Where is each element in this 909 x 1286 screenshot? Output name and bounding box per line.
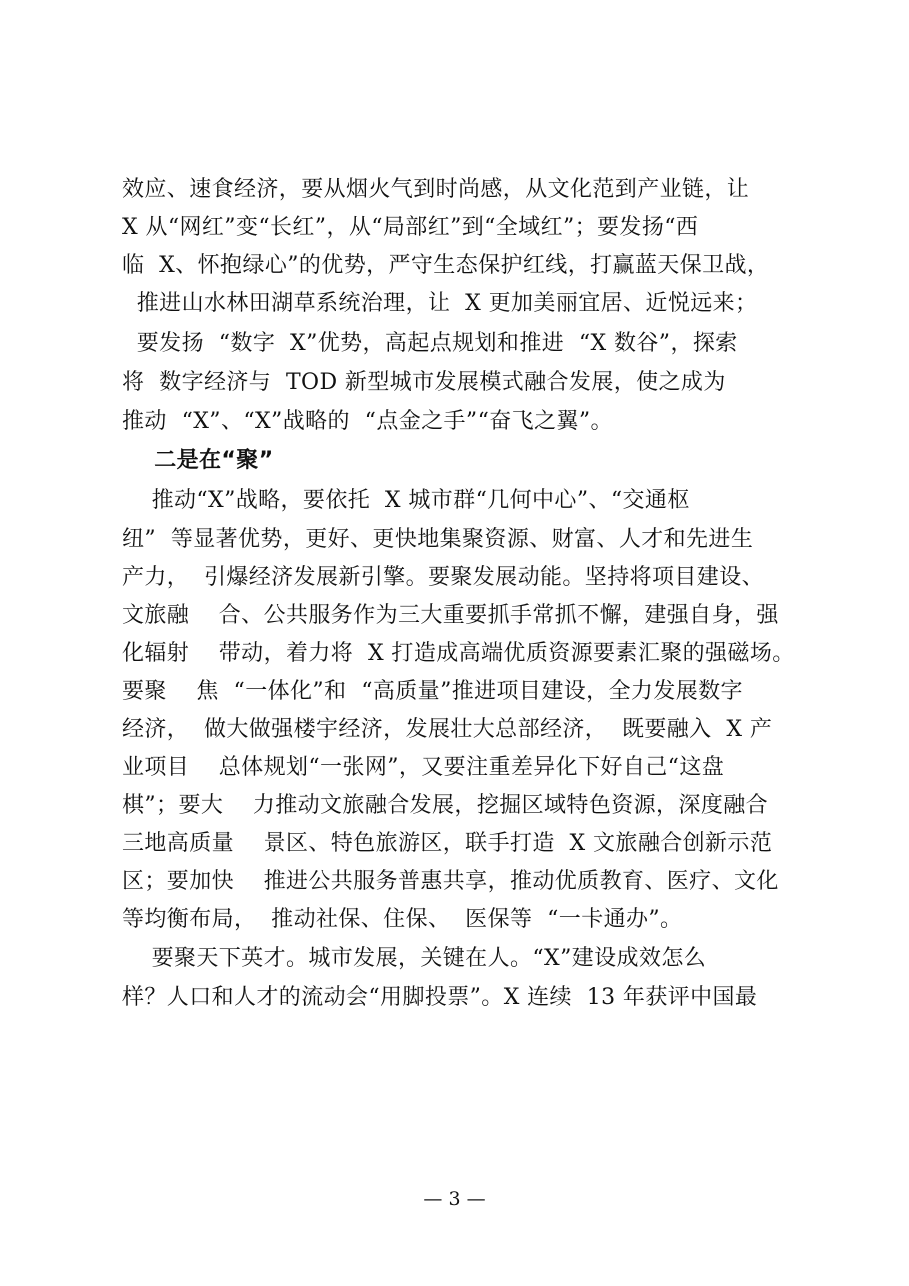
text-line: 三地高质量 景区、特色旅游区，联手打造 X 文旅融合创新示范 [122, 831, 773, 856]
page-number: — 3 — [423, 1188, 486, 1210]
text-line: 临 X、怀抱绿心”的优势，严守生态保护红线，打赢蓝天保卫战， [122, 253, 770, 278]
text-line: 化辐射 带动，着力将 X 打造成高端优质资源要素汇聚的强磁场。 [122, 641, 795, 666]
text-line: 产力， 引爆经济发展新引擎。要聚发展动能。坚持将项目建设、 [122, 565, 764, 590]
text-line: 等均衡布局， 推动社保、住保、 医保等 “一卡通办”。 [122, 907, 683, 932]
text-line: X 从“网红”变“长红”，从“局部红”到“全域红”；要发扬“西 [122, 215, 699, 240]
text-line: 样？人口和人才的流动会“用脚投票”。X 连续 13 年获评中国最 [122, 985, 758, 1010]
section-heading: 二是在“聚” [122, 448, 274, 473]
text-line: 要聚天下英才。城市发展，关键在人。“X”建设成效怎么 [122, 946, 707, 971]
text-line: 要聚 焦 “一体化”和 “高质量”推进项目建设，全力发展数字 [122, 679, 743, 704]
text-line: 推进山水林田湖草系统治理，让 X 更加美丽宜居、近悦远来； [122, 291, 758, 316]
text-line: 业项目 总体规划“一张网”，又要注重差异化下好自己“这盘 [122, 755, 725, 780]
text-line: 要发扬 “数字 X”优势，高起点规划和推进 “X 数谷”，探索 [122, 331, 738, 356]
text-line: 将 数字经济与 TOD 新型城市发展模式融合发展，使之成为 [122, 370, 726, 395]
text-line: 区；要加快 推进公共服务普惠共享，推动优质教育、医疗、文化 [122, 869, 779, 894]
text-line: 棋”；要大 力推动文旅融合发展，挖掘区域特色资源，深度融合 [122, 793, 769, 818]
text-line: 纽” 等显著优势，更好、更快地集聚资源、财富、人才和先进生 [122, 527, 754, 552]
text-line: 文旅融 合、公共服务作为三大重要抓手常抓不懈，建强自身，强 [122, 603, 779, 628]
text-line: 效应、速食经济，要从烟火气到时尚感，从文化范到产业链，让 [122, 177, 750, 202]
text-line: 推动 “X”、“X”战略的 “点金之手”“奋飞之翼”。 [122, 409, 613, 434]
text-line: 经济， 做大做强楼宇经济，发展壮大总部经济， 既要融入 X 产 [122, 717, 773, 742]
text-line: 推动“X”战略，要依托 X 城市群“几何中心”、“交通枢 [122, 488, 690, 513]
